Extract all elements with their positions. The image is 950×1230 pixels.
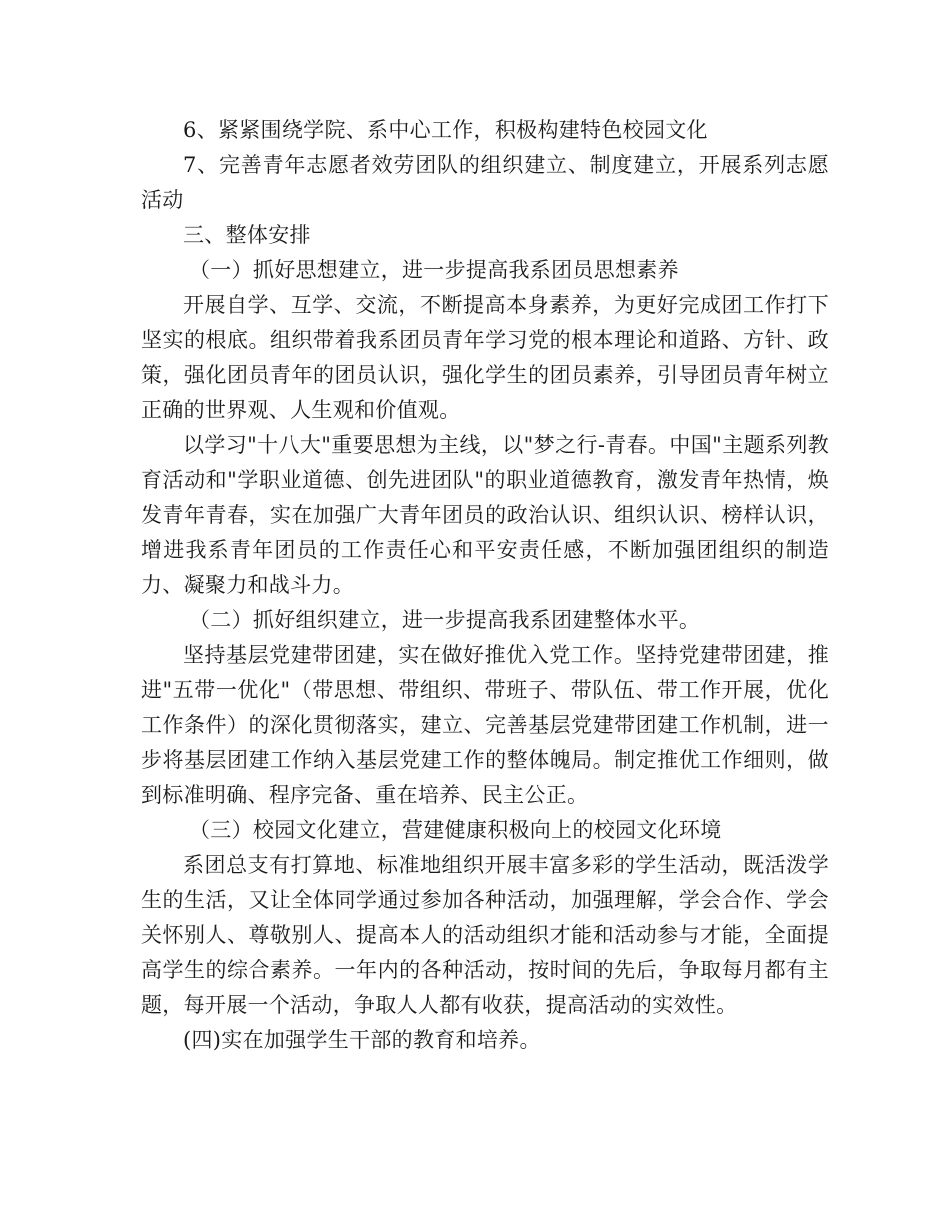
subsection-heading-3: （三）校园文化建立，营建健康积极向上的校园文化环境: [189, 818, 722, 842]
section-heading-overall-arrangement: 三、整体安排: [183, 223, 311, 247]
body-paragraph: 坚持基层党建带团建，实在做好推优入党工作。坚持党建带团建，推进"五带一优化"（带思想、带组织、带班子、带队伍、带工作开展，优化工作条件）的深化贯彻落实，建立、完善基层党建带团建工作机制，进一步将基层团建工作纳入基层党建工作的整体魄局。制定推优工作细则，做到标准明确、程序完备、重在培养、民主公正。: [141, 643, 829, 807]
paragraph-item-7: 7、完善青年志愿者效劳团队的组织建立、制度建立，开展系列志愿活动: [141, 153, 829, 212]
subsection-heading-4: (四)实在加强学生干部的教育和培养。: [183, 1028, 541, 1052]
subsection-heading-1: （一）抓好思想建立，进一步提高我系团员思想素养: [189, 258, 679, 282]
paragraph-item-6: 6、紧紧围绕学院、系中心工作，积极构建特色校园文化: [183, 118, 708, 142]
body-paragraph: 以学习"十八大"重要思想为主线，以"梦之行-青春。中国"主题系列教育活动和"学职业道德、创先进团队"的职业道德教育，激发青年热情，焕发青年青春，实在加强广大青年团员的政治认识、组织认识、榜样认识，增进我系青年团员的工作责任心和平安责任感，不断加强团组织的制造力、凝聚力和战斗力。: [141, 433, 829, 597]
subsection-heading-2: （二）抓好组织建立，进一步提高我系团建整体水平。: [189, 608, 701, 632]
body-paragraph: 开展自学、互学、交流，不断提高本身素养，为更好完成团工作打下坚实的根底。组织带着我系团员青年学习党的根本理论和道路、方针、政策，强化团员青年的团员认识，强化学生的团员素养，引导团员青年树立正确的世界观、人生观和价值观。: [141, 293, 829, 422]
body-paragraph: 系团总支有打算地、标准地组织开展丰富多彩的学生活动，既活泼学生的生活，又让全体同学通过参加各种活动，加强理解，学会合作、学会关怀别人、尊敬别人、提高本人的活动组织才能和活动参与才能，全面提高学生的综合素养。一年内的各种活动，按时间的先后，争取每月都有主题，每开展一个活动，争取人人都有收获，提高活动的实效性。: [141, 853, 829, 1017]
document-body: [141, 113, 829, 1058]
